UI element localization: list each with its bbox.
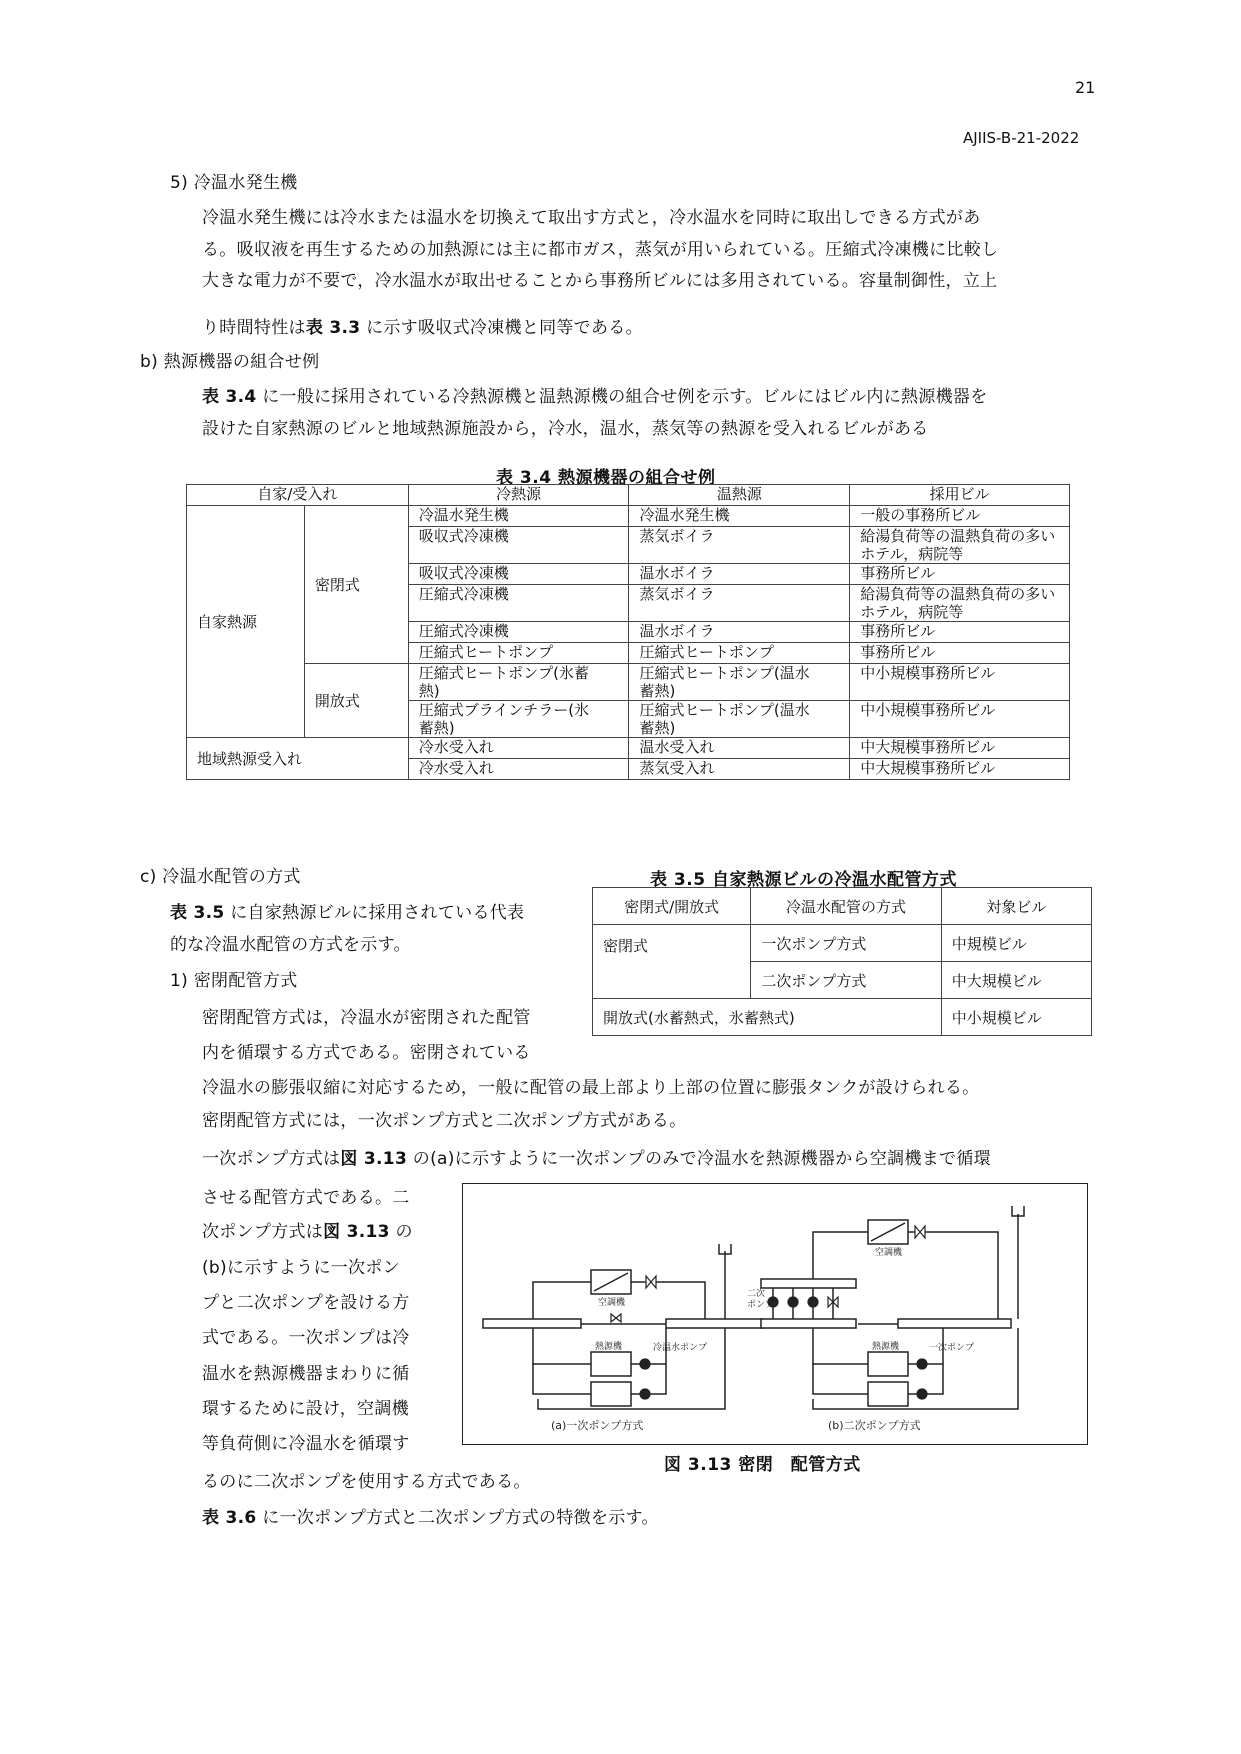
paragraph-line: 表 3.4 に一般に採用されている冷熱源機と温熱源機の組合せ例を示す。ビルにはビル内に熱源機器を — [202, 387, 988, 407]
table-cell: 冷温水発生機 — [629, 506, 850, 527]
pump-icon — [917, 1359, 927, 1369]
pump-label-b: 一次ポンプ — [929, 1343, 975, 1353]
table-cell: 圧縮式ヒートポンプ(温水 蓄熱) — [629, 701, 850, 738]
table-cell: 吸収式冷凍機 — [408, 527, 629, 564]
pump-icon — [640, 1359, 650, 1369]
table-cell: 圧縮式ヒートポンプ(温水 蓄熱) — [629, 664, 850, 701]
table-row — [593, 925, 1092, 962]
paragraph-line: 冷温水の膨張収縮に対応するため，一般に配管の最上部より上部の位置に膨張タンクが設けられる。 — [202, 1078, 980, 1098]
table-cell: 二次ポンプ方式 — [751, 962, 941, 999]
header-cell: 冷温水配管の方式 — [751, 888, 941, 925]
table-cell: 圧縮式ヒートポンプ(氷蓄 熱) — [408, 664, 629, 701]
table-cell: 圧縮式ヒートポンプ — [408, 643, 629, 664]
table-cell: 中大規模事務所ビル — [850, 738, 1070, 759]
valve-icon — [646, 1276, 656, 1288]
table-cell: 温水受入れ — [629, 738, 850, 759]
table-cell: 温水ボイラ — [629, 564, 850, 585]
table-reference: 表 3.4 — [202, 387, 257, 407]
table-cell: 中小規模事務所ビル — [850, 664, 1070, 701]
table-cell: 温水ボイラ — [629, 622, 850, 643]
document-id: AJIIS-B-21-2022 — [963, 129, 1080, 147]
table-3-5-caption: 表 3.5 自家熱源ビルの冷温水配管方式 — [650, 870, 957, 890]
paragraph-line: 内を循環する方式である。密閉されている — [202, 1043, 531, 1063]
table-header-row — [593, 888, 1092, 925]
piping-diagram — [463, 1184, 1086, 1443]
table-cell: 事務所ビル — [850, 622, 1070, 643]
paragraph-line: 温水を熱源機器まわりに循 — [202, 1364, 410, 1384]
table-cell: 圧縮式ヒートポンプ — [629, 643, 850, 664]
diagram-b — [761, 1206, 1024, 1409]
paragraph-line: プと二次ポンプを設ける方 — [202, 1293, 410, 1313]
table-cell: 冷温水発生機 — [408, 506, 629, 527]
table-row — [593, 999, 1092, 1036]
paragraph-line: させる配管方式である。二 — [202, 1188, 410, 1208]
table-cell: 圧縮式冷凍機 — [408, 622, 629, 643]
section-heading-b: b) 熱源機器の組合せ例 — [140, 352, 320, 372]
header-cell: 冷熱源 — [408, 485, 629, 506]
group-cell: 地域熱源受入れ — [187, 738, 409, 780]
valve-icon — [611, 1314, 621, 1322]
table-cell: 事務所ビル — [850, 643, 1070, 664]
table-cell: 中小規模ビル — [941, 999, 1091, 1036]
table-cell: 中規模ビル — [941, 925, 1091, 962]
paragraph-line: 一次ポンプ方式は図 3.13 の(a)に示すように一次ポンプのみで冷温水を熱源機器から空調機まで循環 — [202, 1149, 991, 1169]
diagram-b-label: (b)二次ポンプ方式 — [828, 1419, 921, 1432]
pump-label-a: 冷温水ポンプ — [653, 1343, 708, 1353]
valve-icon — [915, 1226, 925, 1238]
table-reference: 表 3.5 — [170, 903, 225, 923]
subsection-heading: 1) 密閉配管方式 — [170, 971, 298, 991]
table-reference: 表 3.6 — [202, 1508, 257, 1528]
table-cell: 中大規模ビル — [941, 962, 1091, 999]
pump-icon — [808, 1297, 818, 1307]
table-cell: 吸収式冷凍機 — [408, 564, 629, 585]
paragraph-line: 環するために設け，空調機 — [202, 1399, 409, 1419]
table-row — [187, 664, 1070, 701]
figure-reference: 図 3.13 — [323, 1222, 390, 1242]
table-cell: 蒸気受入れ — [629, 759, 850, 780]
heat-source-label-a: 熱源機 — [595, 1342, 623, 1352]
table-cell: 中大規模事務所ビル — [850, 759, 1070, 780]
ahu-label-b: 空調機 — [875, 1248, 903, 1258]
table-cell: 冷水受入れ — [408, 738, 629, 759]
paragraph-line: 次ポンプ方式は図 3.13 の — [202, 1222, 413, 1242]
paragraph-line: 密閉配管方式には，一次ポンプ方式と二次ポンプ方式がある。 — [202, 1111, 687, 1131]
table-row — [187, 738, 1070, 759]
paragraph-line: 表 3.5 に自家熱源ビルに採用されている代表 — [170, 903, 525, 923]
group-cell: 密閉式 — [593, 925, 751, 999]
pump-icon — [917, 1389, 927, 1399]
table-cell: 圧縮式ブラインチラー(氷 蓄熱) — [408, 701, 629, 738]
table-cell: 蒸気ボイラ — [629, 527, 850, 564]
figure-3-13-caption: 図 3.13 密閉 配管方式 — [664, 1455, 861, 1475]
header-cell: 採用ビル — [850, 485, 1070, 506]
header-cell: 自家/受入れ — [187, 485, 409, 506]
table-cell: 一般の事務所ビル — [850, 506, 1070, 527]
secondary-pump-label: 二次 — [747, 1289, 766, 1299]
subgroup-cell: 密閉式 — [304, 506, 408, 664]
figure-reference: 図 3.13 — [340, 1149, 408, 1169]
table-cell: 開放式(水蓄熱式，氷蓄熱式) — [593, 999, 942, 1036]
paragraph-line: 的な冷温水配管の方式を示す。 — [170, 935, 411, 955]
section-heading-5: 5) 冷温水発生機 — [170, 173, 298, 193]
diagram-a-label: (a)一次ポンプ方式 — [551, 1419, 644, 1432]
table-cell: 給湯負荷等の温熱負荷の多い ホテル，病院等 — [850, 585, 1070, 622]
table-header-row — [187, 485, 1070, 506]
subgroup-cell: 開放式 — [304, 664, 408, 738]
table-cell: 冷水受入れ — [408, 759, 629, 780]
table-cell: 一次ポンプ方式 — [751, 925, 941, 962]
table-3-4-caption: 表 3.4 熱源機器の組合せ例 — [496, 468, 716, 488]
table-3-4 — [186, 484, 1070, 780]
ahu-label-a: 空調機 — [598, 1298, 626, 1308]
table-cell: 圧縮式冷凍機 — [408, 585, 629, 622]
figure-3-13 — [462, 1183, 1088, 1445]
paragraph-line: るのに二次ポンプを使用する方式である。 — [202, 1472, 531, 1492]
diagram-a — [483, 1244, 764, 1409]
paragraph-line: 設けた自家熱源のビルと地域熱源施設から，冷水，温水，蒸気等の熱源を受入れるビルがある — [202, 419, 929, 439]
table-cell: 中小規模事務所ビル — [850, 701, 1070, 738]
section-heading-c: c) 冷温水配管の方式 — [140, 867, 301, 887]
paragraph-line: る。吸収液を再生するための加熱源には主に都市ガス，蒸気が用いられている。圧縮式冷凍機に比較し — [202, 240, 999, 260]
table-reference: 表 3.3 — [305, 318, 361, 338]
paragraph-line: 式である。一次ポンプは冷 — [202, 1328, 410, 1348]
pump-icon — [640, 1389, 650, 1399]
paragraph-line: 冷温水発生機には冷水または温水を切換えて取出す方式と，冷水温水を同時に取出しできる方式があ — [202, 208, 981, 228]
pump-icon — [788, 1297, 798, 1307]
table-cell: 給湯負荷等の温熱負荷の多い ホテル，病院等 — [850, 527, 1070, 564]
group-cell: 自家熱源 — [187, 506, 305, 738]
table-3-5 — [592, 887, 1092, 1036]
paragraph-line: 表 3.6 に一次ポンプ方式と二次ポンプ方式の特徴を示す。 — [202, 1508, 659, 1528]
header-cell: 密閉式/開放式 — [593, 888, 751, 925]
table-row — [187, 506, 1070, 527]
paragraph-line: 密閉配管方式は，冷温水が密閉された配管 — [202, 1008, 531, 1028]
heat-source-label-b: 熱源機 — [872, 1342, 900, 1352]
header-cell: 対象ビル — [941, 888, 1091, 925]
table-cell: 蒸気ボイラ — [629, 585, 850, 622]
header-cell: 温熱源 — [629, 485, 850, 506]
page-number: 21 — [1075, 78, 1096, 97]
paragraph-line: (b)に示すように一次ポン — [202, 1258, 400, 1278]
secondary-pump-label: ポンプ — [747, 1300, 775, 1310]
table-cell: 事務所ビル — [850, 564, 1070, 585]
paragraph-line: 大きな電力が不要で，冷水温水が取出せることから事務所ビルには多用されている。容量制御性，立上 — [202, 271, 998, 291]
paragraph-line: 等負荷側に冷温水を循環す — [202, 1434, 410, 1454]
paragraph-line: り時間特性は表 3.3 に示す吸収式冷凍機と同等である。 — [202, 318, 643, 338]
